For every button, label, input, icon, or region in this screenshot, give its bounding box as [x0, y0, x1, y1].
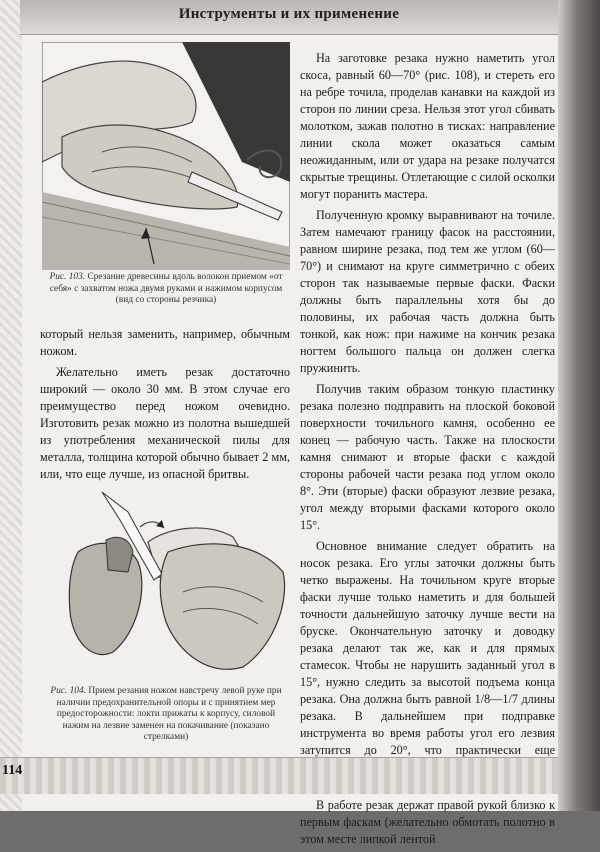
paragraph: Полученную кромку выравнивают на точиле. Затем намечают границу фасок на расстоянии, равном ширине резака, под тем же углом (60—70°) и снимают на круге симметрично с обеих сторон так называемые первые фаски. Фаски должны быть параллельны хотя бы до половины, их рабочая часть должна быть тонкой, как нож: при нажиме на кончик резака ногтем большого пальца он должен слегка пружинить.: [300, 208, 555, 375]
paragraph: который нельзя заменить, например, обычным ножом.: [40, 327, 290, 358]
figure-103-illustration: [42, 42, 290, 270]
paragraph: Основное внимание следует обратить на носок резака. Его углы заточки должны быть четко выражены. На точильном круге вторые фаски лучше только наметить и для большей точности дальнейшую заточку лучше вести на бруске. Окончательную заточку и доводку резака делают так же, как и для прямых стамесок. Чтобы не нарушить заданный угол в 15°, нужно следить за высотой подъема конца резака. Она должна быть равной 1/8—1/7 длины резака. В дальнейшем при подправке инструмента во время работы угол его лезвия затупится до 20°, что практически еще: [300, 539, 555, 757]
figure-104-caption-text: Прием резания ножом навстречу левой руке при наличии предохранительной опоры и с принятием мер предосторожности: локти прижаты к корпусу, силовой нажим на лезвие заменен на покачивание (показано стрелками): [56, 686, 282, 742]
left-column-text: [40, 326, 290, 487]
decorative-margin: [0, 0, 22, 811]
figure-103-caption-text: Срезание древесины вдоль волокон приемом «от себя» с захватом ножа двумя руками и нажимом корпусом (вид со стороны резчика): [49, 272, 283, 305]
paragraph: Желательно иметь резак достаточно широкий — около 30 мм. В этом случае его преимущество перед ножом очевидно. Изготовить резак можно из полотна вышедшей из употребления механической пилы для металла, толщина которой обычно бывает 2 мм, или, что еще лучше, из опасной бритвы.: [40, 365, 290, 481]
figure-103-label: Рис. 103.: [49, 272, 86, 282]
figure-104-label: Рис. 104.: [50, 686, 87, 696]
figure-103-caption: [44, 272, 288, 307]
footer-ornament: [0, 757, 558, 794]
page-number: 114: [2, 763, 23, 778]
running-head: Инструменты и их применение: [178, 6, 400, 22]
paragraph: На заготовке резака нужно наметить угол скоса, равный 60—70° (рис. 108), и стереть его на ребре точила, проделав канавки на каждой из сторон по линии среза. Нельзя этот угол сбивать молотком, зажав полотно в тисках: направление линии скола может оказаться самым неожиданным, или от удара на резаке получатся скрытые трещины. Отлетающие с силой осколки могут поранить мастера.: [300, 51, 555, 201]
figure-104-illustration: [58, 482, 290, 680]
figure-104-caption: [44, 686, 288, 744]
page-gutter-shadow: [558, 0, 600, 811]
paragraph: Получив таким образом тонкую пластинку резака полезно подправить на плоской боковой поверхности точильного камня, особенно ее конец — рабочую часть. Также на плоскости камня снимают и вторые фаски с каждой стороны рабочей части резака под углом около 8°. Эти (вторые) фаски образуют лезвие резака, угол между вторыми фасками которого около 15°.: [300, 382, 555, 532]
right-column-text: [300, 50, 555, 852]
paragraph: В работе резак держат правой рукой близко к первым фаскам (желательно обмотать полотно в этом месте липкой лентой: [300, 798, 555, 846]
